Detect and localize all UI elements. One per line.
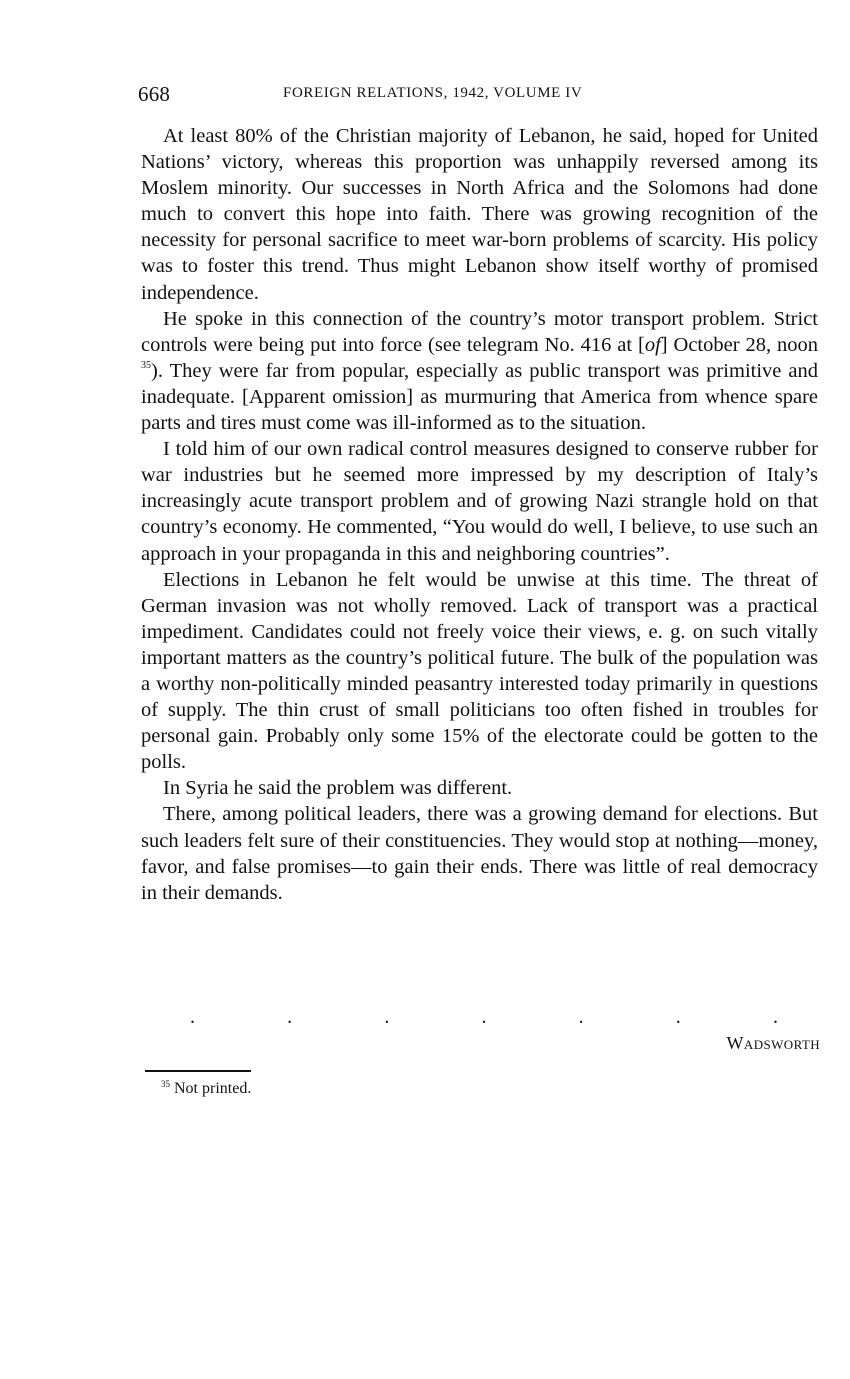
page-number: 668 [138, 82, 171, 106]
footnote [161, 1080, 251, 1098]
footnote-divider [145, 1070, 251, 1072]
ellipsis-dot: . [772, 1006, 778, 1028]
paragraph-5: In Syria he said the problem was different. [163, 777, 513, 800]
italic-of: of [644, 333, 661, 356]
running-head: FOREIGN RELATIONS, 1942, VOLUME IV [283, 85, 583, 101]
paragraph-2-part-1: He spoke in this connection of the country’s motor transport problem. Strict controls were being put into force (see telegram No. 416 at [ [141, 307, 818, 356]
ellipsis-dot: . [578, 1006, 584, 1028]
paragraph-4: Elections in Lebanon he felt would be unwise at this time. The threat of German invasion was not wholly removed. Lack of transport was a practical impediment. Candidates could not freely voice their views, e. g. on such vitally important matters as the country’s political future. The bulk of the population was a worthy non-politically minded peasantry interested today primarily in questions of supply. The thin crust of small politicians too often fished in troubles for personal gain. Probably only some 15% of the electorate could be gotten to the polls. [141, 568, 818, 774]
footnote-number: 35 [161, 1079, 170, 1089]
ellipsis-dot: . [481, 1006, 487, 1028]
body-text [141, 123, 818, 906]
paragraph-3: I told him of our own radical control measures designed to conserve rubber for war industries but he seemed more impressed by my description of Italy’s increasingly acute transport problem and of growing Nazi strangle hold on that country’s economy. He commented, “You would do well, I believe, to use such an approach in your propaganda in this and neighboring countries”. [141, 438, 818, 565]
paragraph-2-part-3: ). They were far from popular, especially as public transport was primitive and inadequate. [Apparent omission] as murmuring that America from whence spare parts and tires must come was ill-informed as to the situation. [141, 359, 818, 435]
page-header [138, 82, 820, 110]
paragraph-2-part-2: ] October 28, noon [660, 333, 818, 356]
footnote-reference: 35 [141, 359, 151, 371]
paragraph-6: There, among political leaders, there was a growing demand for elections. But such leaders felt sure of their constituencies. They would stop at nothing—money, favor, and false promises—to gain their ends. There was little of real democracy in their demands. [141, 803, 818, 904]
signature: Wadsworth [726, 1033, 820, 1053]
footnote-text: Not printed. [174, 1080, 252, 1097]
ellipsis-dot: . [287, 1006, 293, 1028]
ellipsis-dot: . [384, 1006, 390, 1028]
paragraph-1: At least 80% of the Christian majority of Lebanon, he said, hoped for United Nations’ victory, whereas this proportion was unhappily reversed among its Moslem minority. Our successes in North Africa and the Solomons had done much to convert this hope into faith. There was growing recognition of the necessity for personal sacrifice to meet war-born problems of scarcity. His policy was to foster this trend. Thus might Lebanon show itself worthy of promised independence. [141, 125, 818, 304]
ellipsis-row [190, 1007, 778, 1027]
ellipsis-dot: . [675, 1006, 681, 1028]
paragraph-2 [141, 306, 818, 436]
ellipsis-dot: . [190, 1006, 195, 1028]
